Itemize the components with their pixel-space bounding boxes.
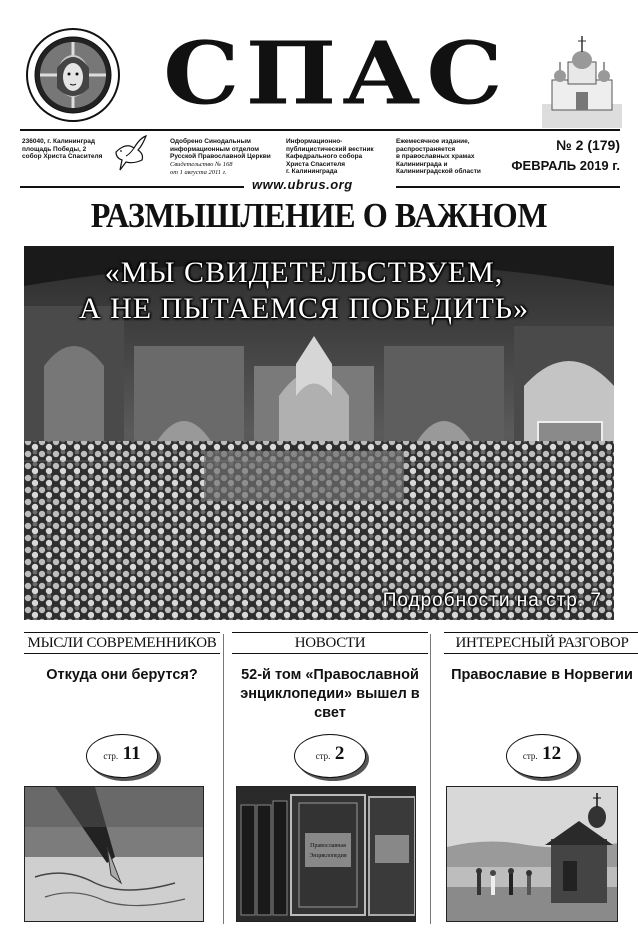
column-thoughts <box>24 632 220 924</box>
newspaper-title: СПАС <box>163 22 509 125</box>
edition-line: Калининграда и <box>396 160 448 168</box>
savior-icon-emblem <box>26 28 120 122</box>
encyclopedia-photo[interactable] <box>236 786 416 922</box>
page-number: 11 <box>122 743 141 764</box>
approval-line: информационным отделом <box>170 145 260 153</box>
dove-icon <box>112 134 150 174</box>
wooden-church-photo[interactable] <box>446 786 618 922</box>
feature-quote-line-1: «МЫ СВИДЕТЕЛЬСТВУЕМ, <box>104 256 504 289</box>
column-news <box>232 632 428 924</box>
address-line: площадь Победы, 2 <box>22 145 87 153</box>
feature-quote-line-2: А НЕ ПЫТАЕМСЯ ПОБЕДИТЬ» <box>78 292 530 325</box>
web-rule-right <box>396 186 620 188</box>
edition-line: распространяется <box>396 145 456 153</box>
approval-line: Русской Православной Церкви <box>170 153 271 160</box>
approval-line: Одобрено Синодальным <box>170 138 251 145</box>
web-rule-left <box>20 186 244 188</box>
column-rubric: МЫСЛИ СОВРЕМЕННИКОВ <box>24 632 220 654</box>
herald-line: Христа Спасителя <box>286 160 346 168</box>
fountain-pen-photo[interactable] <box>24 786 204 922</box>
address-block <box>22 138 102 161</box>
page-number: 12 <box>542 743 562 764</box>
column-divider <box>430 634 431 924</box>
column-interview <box>444 632 638 924</box>
herald-line: Кафедрального собора <box>286 153 363 160</box>
column-divider <box>223 634 224 924</box>
address-line: собор Христа Спасителя <box>22 153 103 160</box>
edition-line: в православных храмах <box>396 153 475 160</box>
main-headline: РАЗМЫШЛЕНИЕ О ВАЖНОМ <box>90 196 548 235</box>
herald-line: г. Калининграда <box>286 168 338 175</box>
certificate-block <box>170 161 232 176</box>
issue-date: ФЕВРАЛЬ 2019 г. <box>511 158 620 173</box>
herald-line: публицистический вестник <box>286 145 374 153</box>
approval-block <box>170 138 271 161</box>
certificate-line: Свидетельство № 168 <box>170 161 233 168</box>
fountain-pen-icon <box>25 787 204 922</box>
column-rubric: ИНТЕРЕСНЫЙ РАЗГОВОР <box>444 632 638 654</box>
address-line: 236040, г. Калининград <box>22 138 96 145</box>
column-title[interactable]: Православие в Норвегии <box>451 667 633 683</box>
herald-line: Информационно- <box>286 138 343 145</box>
page-reference-badge[interactable] <box>294 734 366 778</box>
edition-line: Калининградской области <box>396 168 481 175</box>
page-number: 2 <box>334 743 345 764</box>
book-cover-title: Энциклопедия <box>309 853 347 859</box>
feature-photo[interactable] <box>24 246 614 620</box>
page-reference-badge[interactable] <box>86 734 158 778</box>
page-reference-badge[interactable] <box>506 734 578 778</box>
encyclopedia-books-icon <box>237 787 416 922</box>
masthead-rule <box>20 129 620 131</box>
website-link[interactable]: www.ubrus.org <box>252 177 353 192</box>
cathedral-icon <box>542 24 622 128</box>
page-label: стр. <box>315 751 331 761</box>
issue-number: № 2 (179) <box>556 137 620 153</box>
herald-block <box>286 138 374 176</box>
column-title[interactable]: Откуда они берутся? <box>46 667 198 683</box>
page-label: стр. <box>522 751 538 761</box>
certificate-line: от 1 августа 2011 г. <box>170 168 227 176</box>
feature-page-reference[interactable]: Подробности на стр. 7 <box>382 590 602 611</box>
book-cover-title: Православная <box>310 843 346 849</box>
wooden-church-icon <box>447 787 618 922</box>
edition-block <box>396 138 481 176</box>
column-title[interactable]: 52-й том «Православной энциклопедии» вышел в свет <box>240 667 420 721</box>
edition-line: Ежемесячное издание, <box>396 138 470 145</box>
column-rubric: НОВОСТИ <box>232 632 428 654</box>
page-label: стр. <box>103 751 119 761</box>
